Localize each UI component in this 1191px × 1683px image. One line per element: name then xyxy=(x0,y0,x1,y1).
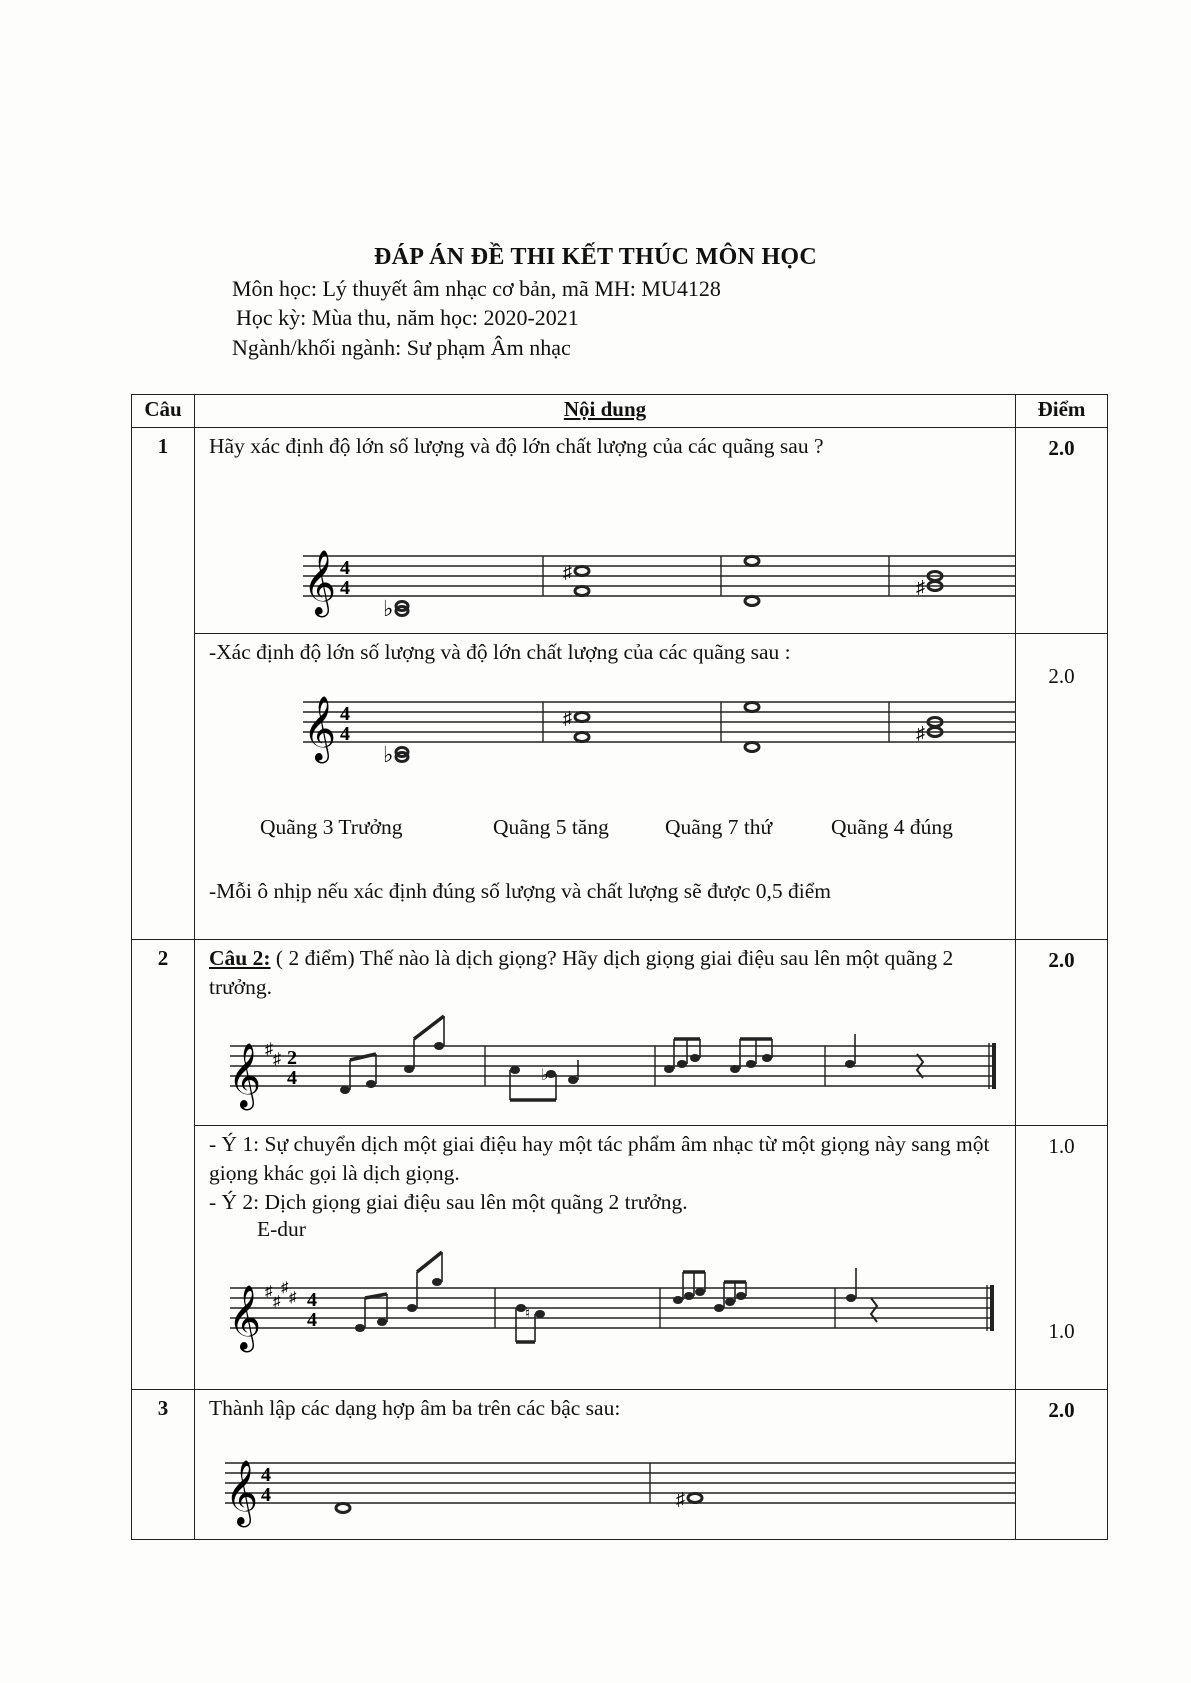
q1-answer-item: Quãng 3 Trưởng xyxy=(260,815,403,839)
svg-text:2: 2 xyxy=(287,1047,297,1069)
q1-answer-item: Quãng 4 đúng xyxy=(831,815,953,839)
svg-text:4: 4 xyxy=(340,723,350,745)
svg-text:4: 4 xyxy=(261,1464,271,1486)
q2-content xyxy=(195,940,1016,1126)
q2-key: E-dur xyxy=(257,1217,306,1241)
q1-answer-row xyxy=(132,634,1108,940)
q2-score: 2.0 xyxy=(1016,940,1108,1126)
major-line: Ngành/khối ngành: Sư phạm Âm nhạc xyxy=(232,335,571,360)
q2-idea2: - Ý 2: Dịch giọng giai điệu sau lên một quãng 2 trưởng. xyxy=(209,1190,688,1214)
document-title: ĐÁP ÁN ĐỀ THI KẾT THÚC MÔN HỌC xyxy=(373,244,818,270)
svg-text:♯: ♯ xyxy=(265,1284,273,1300)
q1-note: -Mỗi ô nhịp nếu xác định đúng số lượng và chất lượng sẽ được 0,5 điểm xyxy=(209,879,831,903)
treble-clef-icon: 𝄞 xyxy=(303,550,337,615)
table-header-row xyxy=(132,395,1108,428)
subject-line: Môn học: Lý thuyết âm nhạc cơ bản, mã MH: MU4128 xyxy=(232,276,721,301)
q1-prompt: Hãy xác định độ lớn số lượng và độ lớn chất lượng của các quãng sau ? xyxy=(209,434,824,458)
svg-text:4: 4 xyxy=(340,577,350,599)
q2-staff xyxy=(195,1002,1016,1120)
svg-text:♯: ♯ xyxy=(563,708,572,728)
q1-number: 1 xyxy=(132,428,195,940)
q2-prompt xyxy=(195,940,1015,1002)
q2-answer-staff xyxy=(195,1242,1016,1382)
q1-content xyxy=(195,428,1016,634)
q3-number: 3 xyxy=(132,1390,195,1540)
q1-score: 2.0 xyxy=(1016,428,1108,634)
svg-text:♯: ♯ xyxy=(916,723,925,743)
header-content: Nội dung xyxy=(195,395,1016,428)
q1-staff xyxy=(195,461,1016,621)
svg-text:♯: ♯ xyxy=(916,577,925,597)
q2-label: Câu 2: xyxy=(209,946,271,970)
q1-answer-content xyxy=(195,634,1016,940)
q3-prompt: Thành lập các dạng hợp âm ba trên các bậc sau: xyxy=(209,1396,621,1420)
svg-text:♭: ♭ xyxy=(541,1067,549,1084)
svg-text:♯: ♯ xyxy=(563,562,572,582)
svg-text:♯: ♯ xyxy=(289,1290,297,1306)
svg-text:♮: ♮ xyxy=(525,1306,531,1322)
svg-text:♯: ♯ xyxy=(676,1489,685,1509)
svg-text:4: 4 xyxy=(340,557,350,579)
q3-row xyxy=(132,1390,1108,1540)
svg-text:♯: ♯ xyxy=(273,1294,281,1310)
svg-text:♭: ♭ xyxy=(383,596,394,621)
q2-idea1-score: 1.0 xyxy=(1048,1134,1075,1158)
q1-row xyxy=(132,428,1108,634)
q2-answer-content xyxy=(195,1126,1016,1390)
treble-clef-icon: 𝄞 xyxy=(228,1043,262,1108)
q1-answer-list xyxy=(195,787,1015,847)
treble-clef-icon: 𝄞 xyxy=(303,696,337,761)
q3-content xyxy=(195,1390,1016,1540)
q1-answer-staff xyxy=(195,667,1016,787)
q2-prompt-text: ( 2 điểm) Thế nào là dịch giọng? Hãy dịch giọng giai điệu sau lên một quãng 2 trưởng. xyxy=(209,946,954,999)
treble-clef-icon: 𝄞 xyxy=(228,1285,262,1350)
svg-text:♯: ♯ xyxy=(265,1041,273,1058)
q2-idea2-score: 1.0 xyxy=(1048,1319,1075,1343)
header-score: Điểm xyxy=(1016,395,1108,428)
q2-number: 2 xyxy=(132,940,195,1390)
q2-row xyxy=(132,940,1108,1126)
svg-text:4: 4 xyxy=(287,1067,297,1089)
semester-line: Học kỳ: Mùa thu, năm học: 2020-2021 xyxy=(236,305,579,330)
svg-text:4: 4 xyxy=(307,1309,317,1331)
svg-text:4: 4 xyxy=(340,703,350,725)
q2-answer-scores xyxy=(1016,1126,1108,1390)
q1-answer-item: Quãng 7 thứ xyxy=(665,815,773,839)
svg-text:♯: ♯ xyxy=(273,1051,281,1068)
q2-idea1: - Ý 1: Sự chuyển dịch một giai điệu hay một tác phẩm âm nhạc từ một giọng này sang một giọng khác gọi là dịch giọng. xyxy=(209,1132,990,1185)
svg-text:4: 4 xyxy=(261,1484,271,1506)
header-question: Câu xyxy=(132,395,195,428)
q1-answer-item: Quãng 5 tăng xyxy=(493,815,609,839)
q3-staff xyxy=(195,1423,1016,1533)
answer-table xyxy=(131,394,1108,1540)
q3-score: 2.0 xyxy=(1016,1390,1108,1540)
q1-answer-score: 2.0 xyxy=(1016,634,1108,940)
svg-text:♭: ♭ xyxy=(383,742,394,767)
treble-clef-icon: 𝄞 xyxy=(225,1460,259,1525)
q1-answer-prompt: -Xác định độ lớn số lượng và độ lớn chất lượng của các quãng sau : xyxy=(209,640,791,664)
q2-answer-row xyxy=(132,1126,1108,1390)
svg-text:4: 4 xyxy=(307,1289,317,1311)
svg-text:♯: ♯ xyxy=(281,1280,289,1296)
